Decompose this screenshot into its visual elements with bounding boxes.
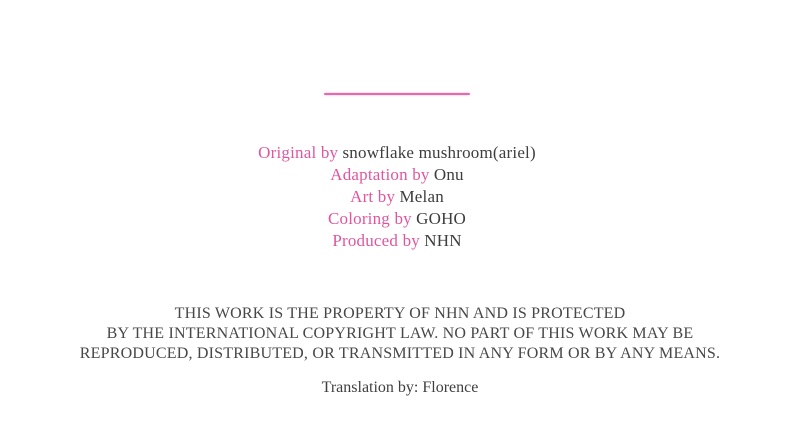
translation-credit: Translation by: Florence	[321, 379, 479, 396]
credit-value: snowflake mushroom(ariel)	[342, 143, 536, 162]
copyright-notice	[0, 304, 800, 364]
copyright-line: REPRODUCED, DISTRIBUTED, OR TRANSMITTED IN ANY FORM OR BY ANY MEANS.	[79, 345, 721, 362]
credit-label: Original by	[258, 143, 339, 162]
credit-line-adaptation	[0, 164, 794, 186]
credit-line-coloring	[0, 208, 794, 230]
credit-label: Adaptation by	[330, 165, 430, 184]
credit-line-art	[0, 186, 794, 208]
credits-block	[0, 142, 794, 252]
credit-label: Produced by	[332, 231, 420, 250]
divider-line	[324, 93, 470, 95]
copyright-line: THIS WORK IS THE PROPERTY OF NHN AND IS PROTECTED	[174, 305, 626, 322]
credit-value: Onu	[433, 165, 464, 184]
credit-line-original	[0, 142, 794, 164]
credit-value: NHN	[424, 231, 462, 250]
credit-value: GOHO	[416, 209, 467, 228]
credit-line-produced	[0, 230, 794, 252]
copyright-line: BY THE INTERNATIONAL COPYRIGHT LAW. NO PART OF THIS WORK MAY BE	[106, 325, 694, 342]
credit-value: Melan	[399, 187, 444, 206]
credit-label: Art by	[350, 187, 396, 206]
credit-label: Coloring by	[327, 209, 412, 228]
